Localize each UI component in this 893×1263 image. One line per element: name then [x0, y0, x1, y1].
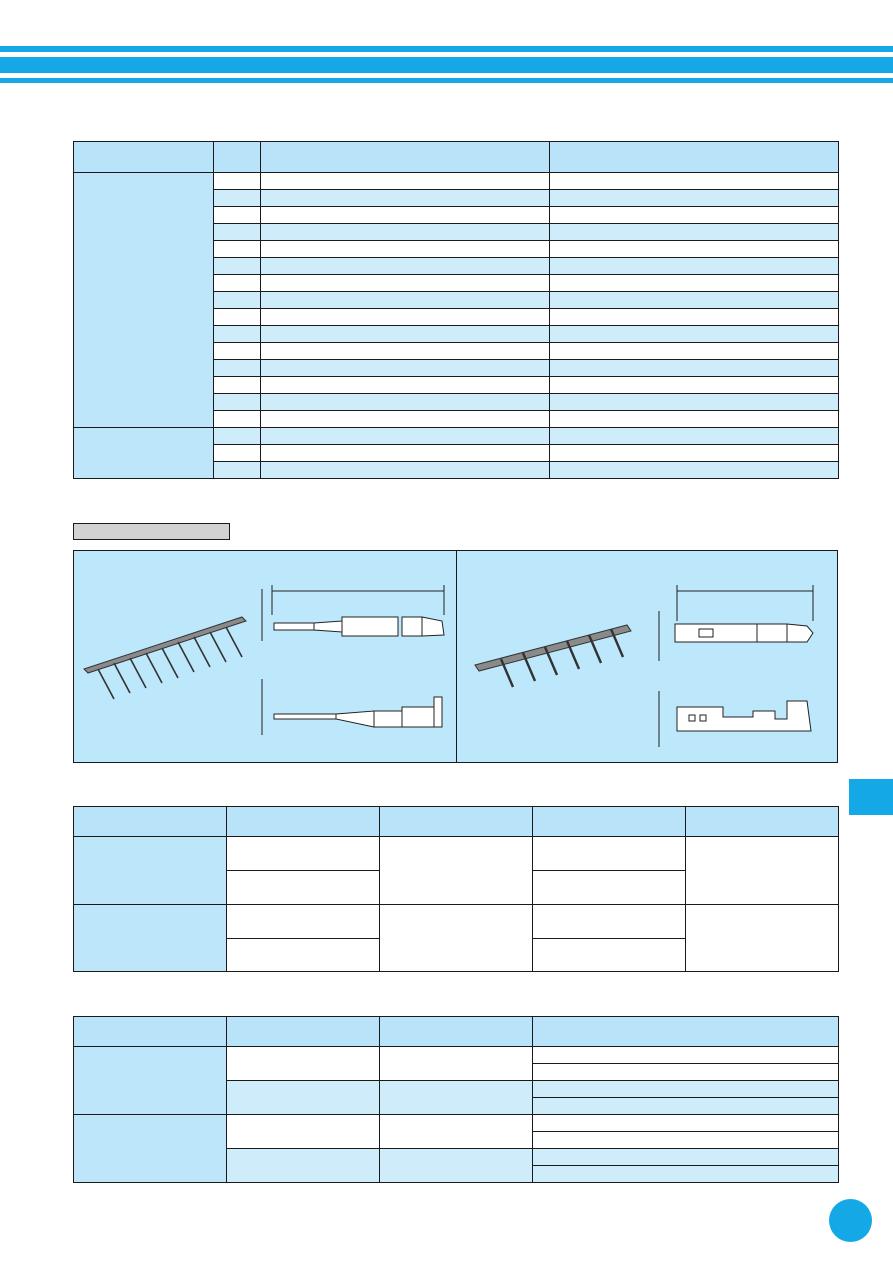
table-row: [74, 428, 839, 445]
header-stripe-bottom: [0, 78, 893, 83]
group-cell-a: [74, 173, 214, 428]
header-stripe-top: [0, 46, 893, 52]
figure-panel-right: [456, 550, 838, 763]
table-header-row: [74, 142, 839, 173]
table-row: [74, 173, 839, 190]
figure-caption: [73, 523, 230, 540]
header-cell: [261, 142, 550, 173]
group-cell-b: [74, 428, 214, 479]
table-row: [74, 1115, 839, 1132]
table-header-row: [74, 1017, 839, 1047]
table-row: [74, 837, 839, 871]
header-cell: [214, 142, 261, 173]
contact-strip-male-drawing: [74, 551, 458, 764]
contact-strip-female-drawing: [457, 551, 839, 764]
part-number-table: [73, 141, 839, 479]
table-row: [74, 1047, 839, 1064]
header-cell: [550, 142, 839, 173]
header-cell: [74, 142, 214, 173]
section-tab: [849, 779, 893, 815]
spec-table: [73, 806, 839, 972]
figure-panel-left: [73, 550, 457, 763]
applicator-table: [73, 1016, 839, 1183]
header-stripe-middle: [0, 57, 893, 73]
table-header-row: [74, 807, 839, 837]
table-row: [74, 905, 839, 939]
page-number-badge: [829, 1199, 872, 1242]
